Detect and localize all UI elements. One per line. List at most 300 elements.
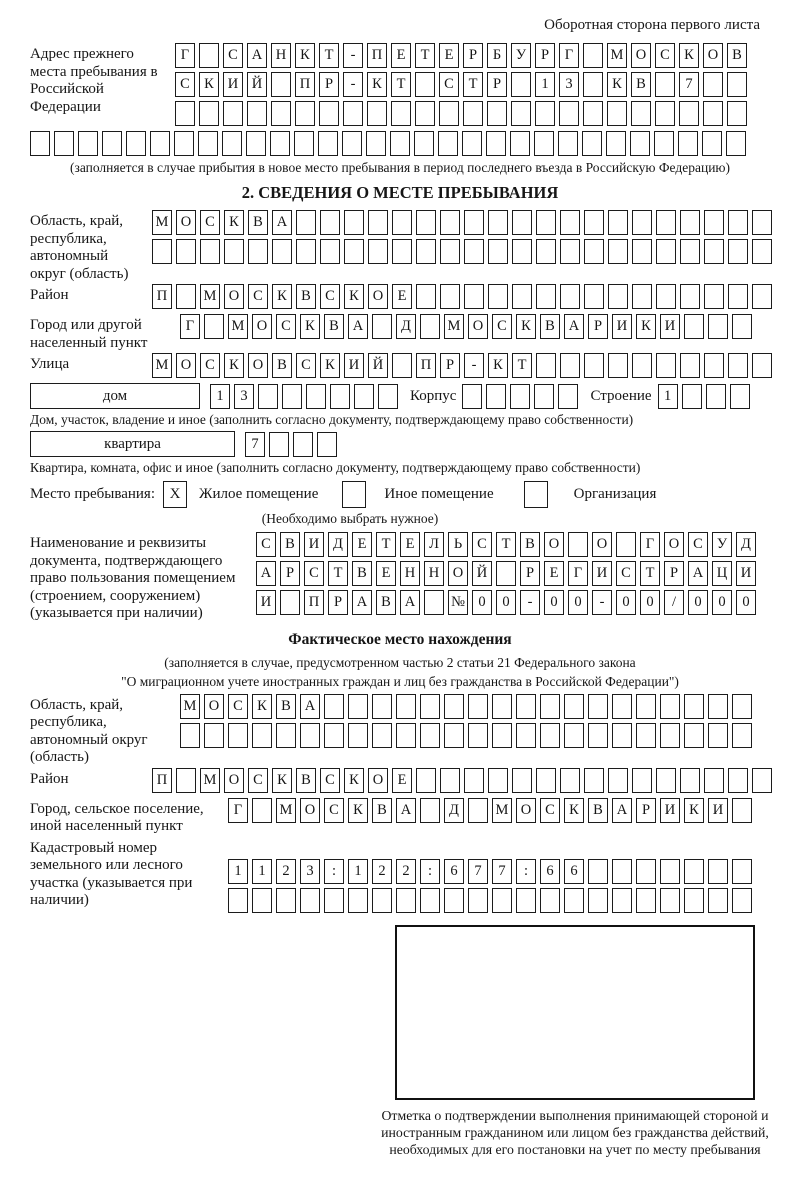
char-cell: №: [448, 590, 468, 615]
char-cell: [680, 284, 700, 309]
char-cell: [510, 131, 530, 156]
char-cell: П: [367, 43, 387, 68]
char-cell: В: [588, 798, 608, 823]
char-cell: С: [175, 72, 195, 97]
char-cell: Т: [640, 561, 660, 586]
char-cell: С: [320, 284, 340, 309]
char-cell: [704, 239, 724, 264]
char-cell: [392, 210, 412, 235]
char-cell: [732, 859, 752, 884]
char-cell: [560, 284, 580, 309]
char-cell: М: [276, 798, 296, 823]
char-cell: А: [396, 798, 416, 823]
char-cell: [282, 384, 302, 409]
char-cell: [415, 101, 435, 126]
char-cell: С: [256, 532, 276, 557]
char-cell: К: [252, 694, 272, 719]
kvartira-box: квартира: [30, 431, 235, 457]
doc-row-1: [256, 532, 760, 557]
char-cell: Д: [444, 798, 464, 823]
char-cell: [584, 210, 604, 235]
char-cell: [444, 723, 464, 748]
char-cell: [510, 384, 530, 409]
char-cell: [199, 101, 219, 126]
fact-gorod-row: [228, 798, 756, 823]
char-cell: Н: [271, 43, 291, 68]
char-cell: А: [247, 43, 267, 68]
char-cell: О: [592, 532, 612, 557]
char-cell: [636, 888, 656, 913]
char-cell: [632, 768, 652, 793]
char-cell: 1: [210, 384, 230, 409]
char-cell: 0: [496, 590, 516, 615]
char-cell: [516, 723, 536, 748]
char-cell: В: [727, 43, 747, 68]
char-cell: [612, 694, 632, 719]
char-cell: К: [636, 314, 656, 339]
char-cell: 0: [736, 590, 756, 615]
char-cell: :: [516, 859, 536, 884]
char-cell: [492, 723, 512, 748]
char-cell: [378, 384, 398, 409]
char-cell: В: [372, 798, 392, 823]
char-cell: [416, 284, 436, 309]
char-cell: [588, 859, 608, 884]
char-cell: [368, 239, 388, 264]
char-cell: К: [199, 72, 219, 97]
char-cell: [488, 768, 508, 793]
char-cell: В: [280, 532, 300, 557]
char-cell: [706, 384, 726, 409]
checkbox-inoe: [342, 481, 366, 508]
char-cell: А: [564, 314, 584, 339]
char-cell: [318, 131, 338, 156]
char-cell: О: [516, 798, 536, 823]
char-cell: 1: [348, 859, 368, 884]
char-cell: 1: [228, 859, 248, 884]
char-cell: [732, 723, 752, 748]
char-cell: [152, 239, 172, 264]
char-cell: [342, 131, 362, 156]
char-cell: И: [736, 561, 756, 586]
char-cell: [656, 239, 676, 264]
char-cell: М: [200, 284, 220, 309]
char-cell: [636, 694, 656, 719]
char-cell: [440, 239, 460, 264]
char-cell: С: [248, 284, 268, 309]
char-cell: Д: [328, 532, 348, 557]
char-cell: [516, 888, 536, 913]
char-cell: [728, 768, 748, 793]
char-cell: [727, 101, 747, 126]
char-cell: Р: [636, 798, 656, 823]
char-cell: [78, 131, 98, 156]
char-cell: О: [300, 798, 320, 823]
char-cell: О: [703, 43, 723, 68]
char-cell: С: [320, 768, 340, 793]
char-cell: К: [344, 284, 364, 309]
char-cell: [536, 210, 556, 235]
char-cell: [324, 694, 344, 719]
char-cell: [300, 723, 320, 748]
char-cell: Т: [415, 43, 435, 68]
char-cell: [486, 131, 506, 156]
char-cell: [708, 723, 728, 748]
char-cell: В: [272, 353, 292, 378]
char-cell: [344, 210, 364, 235]
char-cell: М: [180, 694, 200, 719]
char-cell: Е: [392, 768, 412, 793]
char-cell: В: [324, 314, 344, 339]
char-cell: [660, 723, 680, 748]
char-cell: 0: [640, 590, 660, 615]
char-cell: [636, 859, 656, 884]
char-cell: [296, 210, 316, 235]
char-cell: [583, 101, 603, 126]
char-cell: Р: [487, 72, 507, 97]
char-cell: [414, 131, 434, 156]
char-cell: [680, 353, 700, 378]
char-cell: Т: [319, 43, 339, 68]
kvartira-cells: [245, 432, 341, 457]
place-type-note: (Необходимо выбрать нужное): [261, 511, 439, 526]
char-cell: [420, 723, 440, 748]
char-cell: 1: [252, 859, 272, 884]
char-cell: [204, 314, 224, 339]
raion-label: Район: [30, 287, 69, 303]
char-cell: К: [607, 72, 627, 97]
char-cell: [392, 353, 412, 378]
char-cell: [582, 131, 602, 156]
char-cell: [319, 101, 339, 126]
stroenie-label: Строение: [590, 388, 652, 404]
char-cell: [564, 888, 584, 913]
prev-address-grid: [175, 43, 751, 130]
char-cell: [462, 131, 482, 156]
char-cell: [536, 284, 556, 309]
char-cell: [306, 384, 326, 409]
char-cell: [496, 561, 516, 586]
char-cell: В: [248, 210, 268, 235]
char-cell: [583, 72, 603, 97]
char-cell: 7: [492, 859, 512, 884]
char-cell: [660, 888, 680, 913]
char-cell: О: [368, 284, 388, 309]
char-cell: 6: [444, 859, 464, 884]
char-cell: [488, 239, 508, 264]
char-cell: К: [516, 314, 536, 339]
char-cell: [560, 210, 580, 235]
char-cell: М: [228, 314, 248, 339]
char-cell: Т: [376, 532, 396, 557]
char-cell: Т: [512, 353, 532, 378]
char-cell: О: [544, 532, 564, 557]
char-cell: [468, 723, 488, 748]
char-cell: [367, 101, 387, 126]
char-cell: С: [472, 532, 492, 557]
fact-caption-line1: (заполняется в случае, предусмотренном частью 2 статьи 21 Федерального закона: [164, 654, 636, 670]
char-cell: Т: [391, 72, 411, 97]
char-cell: Г: [640, 532, 660, 557]
oblast-row-2: [152, 239, 776, 264]
char-cell: М: [444, 314, 464, 339]
ulitsa-row: [152, 353, 776, 378]
char-cell: [616, 532, 636, 557]
char-cell: [534, 384, 554, 409]
char-cell: И: [660, 314, 680, 339]
char-cell: [343, 101, 363, 126]
char-cell: В: [296, 284, 316, 309]
ulitsa-label: Улица: [30, 356, 70, 372]
char-cell: О: [368, 768, 388, 793]
char-cell: 7: [245, 432, 265, 457]
checkbox-organizatsiya: [524, 481, 548, 508]
place-type-block: [30, 481, 770, 508]
char-cell: [487, 101, 507, 126]
option-label-organizatsiya: Организация: [573, 486, 657, 502]
prev-address-label: Адрес прежнего места пребывания в Российской Федерации: [30, 46, 158, 115]
char-cell: [728, 210, 748, 235]
dom-block: [30, 383, 770, 409]
char-cell: [632, 284, 652, 309]
char-cell: [102, 131, 122, 156]
char-cell: 0: [568, 590, 588, 615]
char-cell: [468, 798, 488, 823]
stroenie-cells: [658, 384, 754, 409]
prev-address-caption: (заполняется в случае прибытия в новое место пребывания в период последнего въезда в Российскую Федерацию): [69, 160, 731, 175]
char-cell: [752, 284, 772, 309]
dom-box: дом: [30, 383, 200, 409]
char-cell: [684, 723, 704, 748]
char-cell: А: [612, 798, 632, 823]
fact-gorod-label: Город, сельское поселение, иной населенный пункт: [30, 800, 204, 834]
char-cell: Р: [664, 561, 684, 586]
char-cell: [708, 314, 728, 339]
char-cell: [636, 723, 656, 748]
char-cell: [511, 101, 531, 126]
char-cell: 6: [564, 859, 584, 884]
char-cell: [679, 101, 699, 126]
gorod-block: [30, 314, 770, 352]
char-cell: [271, 101, 291, 126]
char-cell: [246, 131, 266, 156]
char-cell: [560, 768, 580, 793]
char-cell: [420, 314, 440, 339]
char-cell: [656, 353, 676, 378]
char-cell: [176, 768, 196, 793]
char-cell: -: [592, 590, 612, 615]
char-cell: [703, 101, 723, 126]
char-cell: -: [343, 72, 363, 97]
fact-raion-row: [152, 768, 776, 793]
char-cell: О: [631, 43, 651, 68]
fact-raion-block: [30, 768, 770, 797]
char-cell: [684, 694, 704, 719]
char-cell: -: [343, 43, 363, 68]
char-cell: С: [223, 43, 243, 68]
char-cell: И: [304, 532, 324, 557]
char-cell: К: [272, 284, 292, 309]
char-cell: С: [228, 694, 248, 719]
char-cell: А: [272, 210, 292, 235]
char-cell: О: [448, 561, 468, 586]
char-cell: М: [152, 210, 172, 235]
char-cell: [354, 384, 374, 409]
char-cell: [199, 43, 219, 68]
char-cell: К: [224, 353, 244, 378]
char-cell: [752, 353, 772, 378]
char-cell: О: [468, 314, 488, 339]
fact-gorod-block: [30, 798, 770, 836]
char-cell: М: [492, 798, 512, 823]
oblast-block: [30, 210, 770, 283]
char-cell: [324, 888, 344, 913]
dom-number-cells: [210, 384, 402, 409]
char-cell: -: [520, 590, 540, 615]
char-cell: С: [439, 72, 459, 97]
cadastre-row-2: [228, 888, 756, 913]
char-cell: И: [612, 314, 632, 339]
char-cell: [512, 210, 532, 235]
char-cell: Р: [463, 43, 483, 68]
char-cell: К: [320, 353, 340, 378]
char-cell: [536, 353, 556, 378]
fact-oblast-block: [30, 694, 770, 767]
char-cell: [728, 239, 748, 264]
char-cell: [728, 284, 748, 309]
char-cell: [680, 768, 700, 793]
char-cell: [516, 694, 536, 719]
char-cell: П: [416, 353, 436, 378]
char-cell: [258, 384, 278, 409]
char-cell: [564, 723, 584, 748]
char-cell: 0: [616, 590, 636, 615]
char-cell: [252, 798, 272, 823]
char-cell: И: [223, 72, 243, 97]
char-cell: [608, 210, 628, 235]
char-cell: В: [520, 532, 540, 557]
char-cell: [606, 131, 626, 156]
char-cell: И: [344, 353, 364, 378]
char-cell: [632, 210, 652, 235]
char-cell: [317, 432, 337, 457]
char-cell: Е: [544, 561, 564, 586]
char-cell: [420, 694, 440, 719]
char-cell: [180, 723, 200, 748]
char-cell: [656, 210, 676, 235]
char-cell: [252, 723, 272, 748]
fact-oblast-row-2: [180, 723, 756, 748]
char-cell: 7: [468, 859, 488, 884]
char-cell: К: [564, 798, 584, 823]
char-cell: К: [684, 798, 704, 823]
char-cell: [660, 859, 680, 884]
char-cell: [348, 694, 368, 719]
char-cell: [655, 72, 675, 97]
char-cell: К: [272, 768, 292, 793]
char-cell: [176, 239, 196, 264]
char-cell: [680, 239, 700, 264]
char-cell: И: [592, 561, 612, 586]
char-cell: [583, 43, 603, 68]
char-cell: [372, 694, 392, 719]
char-cell: [324, 723, 344, 748]
char-cell: [488, 210, 508, 235]
fact-title: Фактическое место нахождения: [288, 630, 512, 648]
char-cell: [280, 590, 300, 615]
char-cell: [708, 859, 728, 884]
fact-caption-line2: "О миграционном учете иностранных граждан и лиц без гражданства в Российской Федерации"): [121, 673, 679, 689]
char-cell: [704, 353, 724, 378]
char-cell: Т: [328, 561, 348, 586]
korpus-cells: [462, 384, 582, 409]
char-cell: А: [688, 561, 708, 586]
char-cell: О: [252, 314, 272, 339]
char-cell: [320, 210, 340, 235]
char-cell: 0: [472, 590, 492, 615]
char-cell: И: [708, 798, 728, 823]
char-cell: А: [256, 561, 276, 586]
char-cell: О: [204, 694, 224, 719]
char-cell: 0: [544, 590, 564, 615]
char-cell: [396, 888, 416, 913]
char-cell: В: [540, 314, 560, 339]
option-label-zhiloe: Жилое помещение: [199, 486, 319, 502]
char-cell: -: [464, 353, 484, 378]
char-cell: [294, 131, 314, 156]
char-cell: О: [224, 284, 244, 309]
char-cell: [444, 888, 464, 913]
char-cell: К: [344, 768, 364, 793]
char-cell: 7: [679, 72, 699, 97]
kvartira-block: [30, 431, 770, 457]
char-cell: [296, 239, 316, 264]
char-cell: [391, 101, 411, 126]
char-cell: [416, 239, 436, 264]
char-cell: Р: [328, 590, 348, 615]
char-cell: [535, 101, 555, 126]
char-cell: [540, 694, 560, 719]
char-cell: [558, 384, 578, 409]
char-cell: Е: [392, 284, 412, 309]
char-cell: Й: [368, 353, 388, 378]
char-cell: К: [300, 314, 320, 339]
char-cell: С: [200, 353, 220, 378]
char-cell: [726, 131, 746, 156]
char-cell: [732, 798, 752, 823]
char-cell: [708, 888, 728, 913]
char-cell: [204, 723, 224, 748]
section2-title: 2. СВЕДЕНИЯ О МЕСТЕ ПРЕБЫВАНИЯ: [241, 183, 559, 202]
char-cell: [464, 768, 484, 793]
char-cell: 1: [535, 72, 555, 97]
prev-address-row-1: [175, 43, 751, 68]
char-cell: [704, 284, 724, 309]
option-label-inoe: Иное помещение: [384, 486, 494, 502]
char-cell: [608, 768, 628, 793]
char-cell: Е: [400, 532, 420, 557]
char-cell: [420, 888, 440, 913]
char-cell: Л: [424, 532, 444, 557]
stamp-caption: Отметка о подтверждении выполнения принимающей стороной и иностранным гражданином или лицом без гражданства действий, необходимых для его постановки на учет по месту пребывания: [381, 1107, 769, 1157]
char-cell: [631, 101, 651, 126]
char-cell: [608, 239, 628, 264]
char-cell: С: [540, 798, 560, 823]
char-cell: Е: [439, 43, 459, 68]
char-cell: М: [607, 43, 627, 68]
char-cell: [248, 239, 268, 264]
char-cell: [492, 888, 512, 913]
